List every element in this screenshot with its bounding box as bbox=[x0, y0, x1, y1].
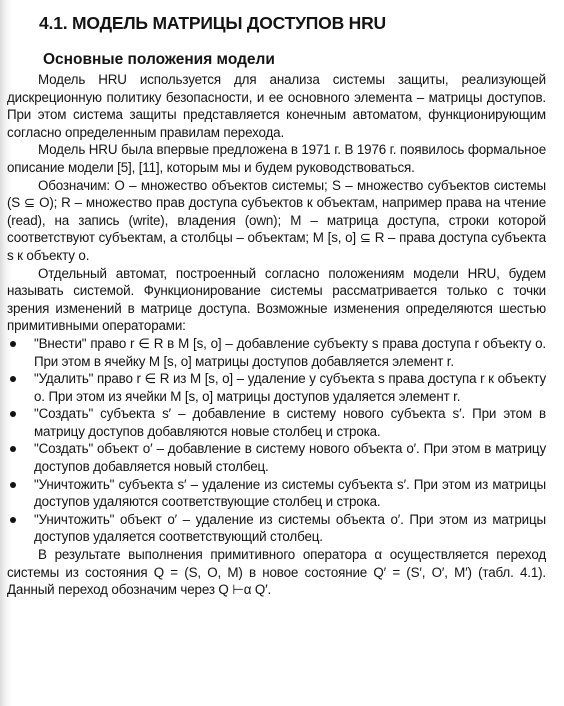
list-item-create-object: "Создать" объект o′ – добавление в систему нового объекта o′. При этом в матрицу доступов добавляется новый столбец. bbox=[7, 440, 546, 475]
paragraph-history: Модель HRU была впервые предложена в 1971 г. В 1976 г. появилось формальное описание модели [5], [11], которым мы и будем руководствоваться. bbox=[7, 142, 546, 175]
section-heading: 4.1. МОДЕЛЬ МАТРИЦЫ ДОСТУПОВ HRU bbox=[39, 13, 386, 33]
paragraph-system: Отдельный автомат, построенный согласно положениям модели HRU, будем называть системой. Функционирование системы рассматривается только с точки зрения изменений в матрице доступа. Возможные изменения определяются шестью примитивными операторами: bbox=[7, 265, 546, 334]
list-item-enter-right: "Внести" право r ∈ R в M [s, o] – добавление субъекту s права доступа r объекту o. При этом в ячейку M [s, o] матрицы доступов добавляется элемент r. bbox=[7, 335, 546, 370]
list-item-create-subject: "Создать" субъекта s′ – добавление в систему нового субъекта s′. При этом в матрицу доступов добавляются новые столбец и строка. bbox=[7, 405, 546, 440]
paragraph-notation: Обозначим: O – множество объектов системы; S – множество субъектов системы (S ⊆ O); R – множество прав доступа субъектов к объектам, например права на чтение (read), на запись (write), владения (own); M – матрица доступа, строки которой соответствуют субъектам, а столбцы – объектам; M [s, o] ⊆ R – права доступа субъекта s к объекту o. bbox=[7, 177, 546, 263]
paragraph-intro: Модель HRU используется для анализа системы защиты, реализующей дискреционную политику безопасности, и ее основного элемента – матрицы доступов. При этом система защиты представляется конечным автоматом, функционирующим согласно определенным правилам перехода. bbox=[7, 72, 546, 140]
operators-list bbox=[7, 335, 546, 546]
body-text bbox=[7, 71, 546, 599]
paragraph-transition: В результате выполнения примитивного оператора α осуществляется переход системы из состояния Q = (S, O, M) в новое состояние Q′ = (S′, O′, M′) (табл. 4.1). Данный переход обозначим через Q ⊢α Q′. bbox=[7, 547, 546, 598]
list-item-destroy-subject: "Уничтожить" субъекта s′ – удаление из системы субъекта s′. При этом из матрицы доступов удаляются соответствующие столбец и строка. bbox=[7, 476, 546, 511]
list-item-destroy-object: "Уничтожить" объект o′ – удаление из системы объекта o′. При этом из матрицы доступов удаляется соответствующий столбец. bbox=[7, 511, 546, 546]
subsection-heading: Основные положения модели bbox=[43, 51, 275, 68]
list-item-delete-right: "Удалить" право r ∈ R из M [s, o] – удаление у субъекта s права доступа r к объекту o. При этом из ячейки M [s, o] матрицы доступов удаляется элемент r. bbox=[7, 370, 546, 405]
